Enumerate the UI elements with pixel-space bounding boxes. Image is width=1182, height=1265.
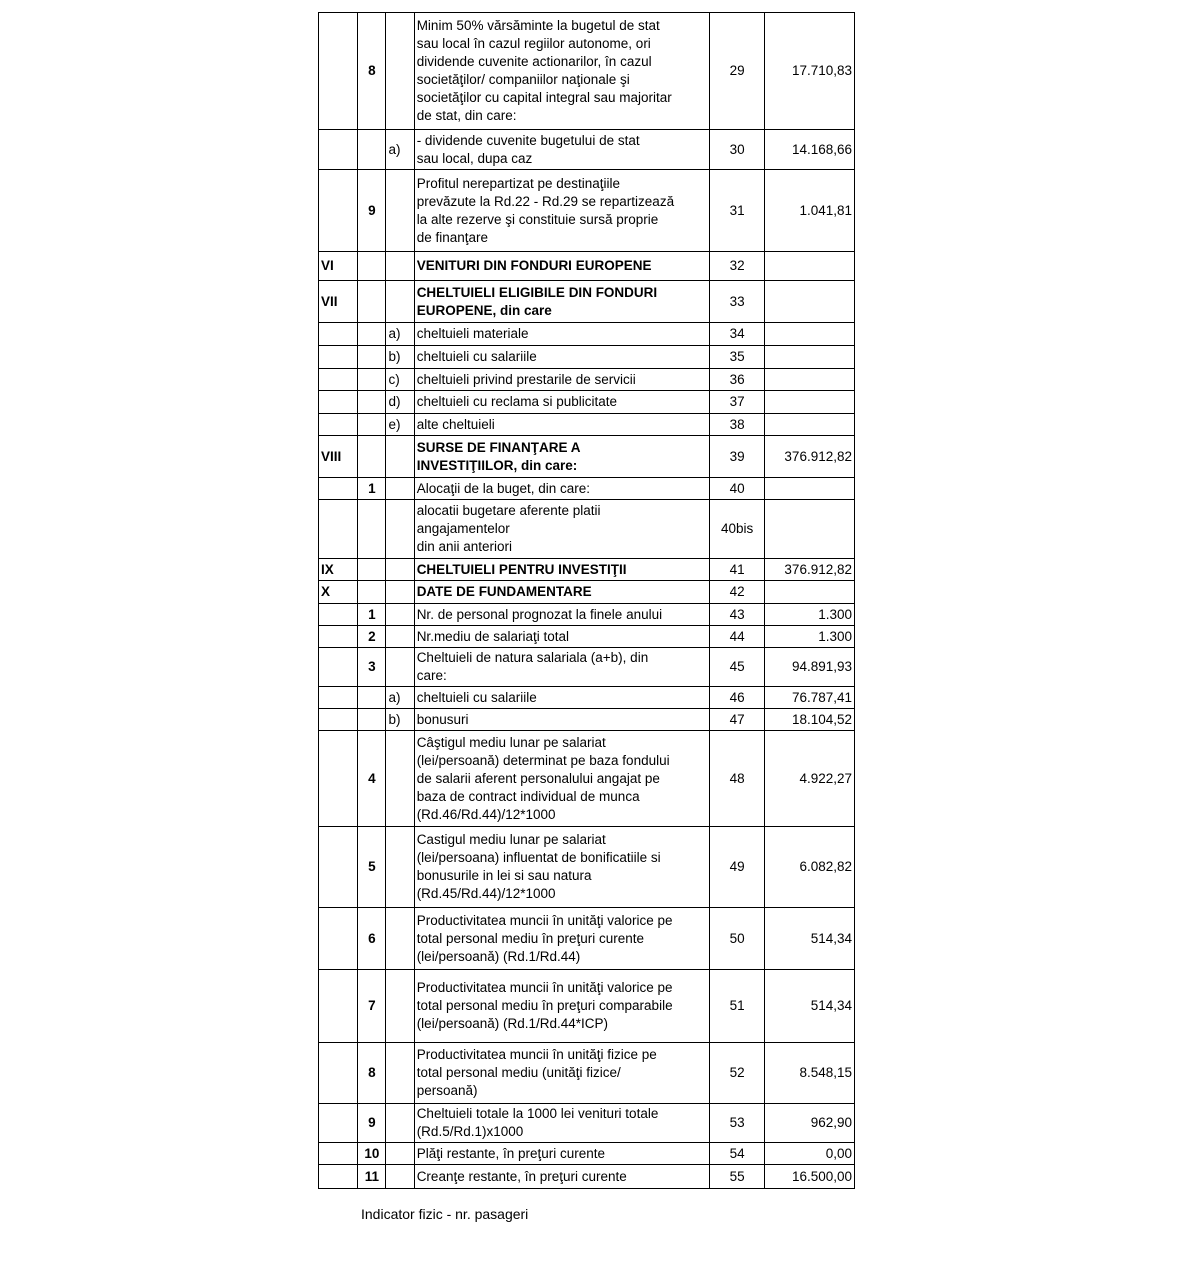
row-code: 43: [709, 604, 764, 626]
row-description: cheltuieli cu salariile: [414, 346, 709, 369]
row-code: 35: [709, 346, 764, 369]
row-code: 47: [709, 709, 764, 731]
row-value: [765, 252, 855, 281]
table-row: [319, 687, 855, 709]
table-row: [319, 478, 855, 500]
section-number: [319, 970, 358, 1043]
item-letter: b): [386, 346, 414, 369]
row-value: 376.912,82: [765, 559, 855, 581]
row-value: 76.787,41: [765, 687, 855, 709]
row-value: 14.168,66: [765, 130, 855, 170]
row-value: [765, 478, 855, 500]
row-code: 38: [709, 414, 764, 436]
item-number: [358, 709, 386, 731]
table-row: [319, 827, 855, 908]
row-description: - dividende cuvenite bugetului de stat sau local, dupa caz: [414, 130, 709, 170]
row-value: [765, 323, 855, 346]
table-row: [319, 648, 855, 687]
row-description: Alocaţii de la buget, din care:: [414, 478, 709, 500]
item-letter: a): [386, 130, 414, 170]
row-value: 0,00: [765, 1143, 855, 1165]
row-description: Castigul mediu lunar pe salariat (lei/persoana) influentat de bonificatiile si bonusurile in lei si sau natura (Rd.45/Rd.44)/12*1000: [414, 827, 709, 908]
row-description: bonusuri: [414, 709, 709, 731]
section-number: [319, 648, 358, 687]
table-row: [319, 436, 855, 478]
item-letter: [386, 281, 414, 323]
item-number: [358, 281, 386, 323]
table-row: [319, 1043, 855, 1104]
item-number: [358, 346, 386, 369]
row-code: 40: [709, 478, 764, 500]
row-value: [765, 414, 855, 436]
section-number: [319, 170, 358, 252]
row-description: Profitul nerepartizat pe destinaţiile prevăzute la Rd.22 - Rd.29 se repartizează la alte rezerve şi constituie sursă proprie de finanţare: [414, 170, 709, 252]
item-letter: [386, 1143, 414, 1165]
table-row: [319, 581, 855, 604]
row-code: 42: [709, 581, 764, 604]
row-code: 54: [709, 1143, 764, 1165]
item-number: [358, 500, 386, 559]
item-letter: [386, 478, 414, 500]
row-code: 37: [709, 391, 764, 414]
item-letter: [386, 13, 414, 130]
footer-note: Indicator fizic - nr. pasageri: [361, 1206, 529, 1222]
row-value: 6.082,82: [765, 827, 855, 908]
row-value: 18.104,52: [765, 709, 855, 731]
item-letter: a): [386, 687, 414, 709]
section-number: [319, 478, 358, 500]
item-number: [358, 581, 386, 604]
table-row: [319, 908, 855, 970]
row-value: 17.710,83: [765, 13, 855, 130]
table-row: [319, 391, 855, 414]
section-number: [319, 908, 358, 970]
row-description: DATE DE FUNDAMENTARE: [414, 581, 709, 604]
row-code: 46: [709, 687, 764, 709]
item-letter: e): [386, 414, 414, 436]
row-code: 45: [709, 648, 764, 687]
row-code: 41: [709, 559, 764, 581]
row-description: CHELTUIELI PENTRU INVESTIŢII: [414, 559, 709, 581]
row-value: 376.912,82: [765, 436, 855, 478]
row-value: 1.300: [765, 604, 855, 626]
item-number: 3: [358, 648, 386, 687]
item-letter: [386, 170, 414, 252]
indicators-table-body: [319, 13, 855, 1189]
row-code: 31: [709, 170, 764, 252]
item-number: 1: [358, 478, 386, 500]
item-number: [358, 323, 386, 346]
section-number: [319, 731, 358, 827]
row-value: [765, 281, 855, 323]
row-value: 962,90: [765, 1104, 855, 1143]
row-value: 4.922,27: [765, 731, 855, 827]
item-number: 7: [358, 970, 386, 1043]
item-letter: [386, 970, 414, 1043]
row-code: 52: [709, 1043, 764, 1104]
item-letter: [386, 626, 414, 648]
item-letter: [386, 500, 414, 559]
item-number: [358, 436, 386, 478]
item-number: [358, 687, 386, 709]
item-letter: [386, 581, 414, 604]
item-letter: [386, 827, 414, 908]
section-number: [319, 414, 358, 436]
row-code: 29: [709, 13, 764, 130]
indicators-table: [318, 12, 855, 1189]
item-number: 2: [358, 626, 386, 648]
table-row: [319, 369, 855, 391]
section-number: [319, 687, 358, 709]
item-number: 11: [358, 1165, 386, 1189]
item-number: 5: [358, 827, 386, 908]
table-row: [319, 709, 855, 731]
section-number: [319, 13, 358, 130]
row-description: Cheltuieli de natura salariala (a+b), din care:: [414, 648, 709, 687]
row-value: 1.300: [765, 626, 855, 648]
row-code: 50: [709, 908, 764, 970]
row-description: Nr. de personal prognozat la finele anului: [414, 604, 709, 626]
table-row: [319, 604, 855, 626]
section-number: [319, 369, 358, 391]
row-description: Creanţe restante, în preţuri curente: [414, 1165, 709, 1189]
row-description: Minim 50% vărsăminte la bugetul de stat sau local în cazul regiilor autonome, ori dividende cuvenite actionarilor, în cazul societăţilor/ companiilor naţionale şi societăţilor cu capital integral sau majoritar de stat, din care:: [414, 13, 709, 130]
item-letter: [386, 559, 414, 581]
item-letter: d): [386, 391, 414, 414]
item-number: 4: [358, 731, 386, 827]
section-number: [319, 827, 358, 908]
row-description: cheltuieli cu salariile: [414, 687, 709, 709]
item-letter: [386, 908, 414, 970]
section-number: [319, 709, 358, 731]
item-number: 9: [358, 1104, 386, 1143]
item-letter: [386, 1165, 414, 1189]
row-value: 514,34: [765, 970, 855, 1043]
section-number: [319, 391, 358, 414]
row-code: 53: [709, 1104, 764, 1143]
item-letter: a): [386, 323, 414, 346]
section-number: VIII: [319, 436, 358, 478]
item-number: 9: [358, 170, 386, 252]
row-description: cheltuieli materiale: [414, 323, 709, 346]
section-number: [319, 626, 358, 648]
row-description: Productivitatea muncii în unităţi valorice pe total personal mediu în preţuri curente (lei/persoană) (Rd.1/Rd.44): [414, 908, 709, 970]
row-description: Nr.mediu de salariaţi total: [414, 626, 709, 648]
row-code: 48: [709, 731, 764, 827]
table-row: [319, 130, 855, 170]
section-number: [319, 130, 358, 170]
row-value: [765, 581, 855, 604]
row-description: Câştigul mediu lunar pe salariat (lei/persoană) determinat pe baza fondului de salarii aferent personalului angajat pe baza de contract individual de munca (Rd.46/Rd.44)/12*1000: [414, 731, 709, 827]
row-description: cheltuieli privind prestarile de servicii: [414, 369, 709, 391]
row-value: 1.041,81: [765, 170, 855, 252]
row-code: 33: [709, 281, 764, 323]
row-description: CHELTUIELI ELIGIBILE DIN FONDURI EUROPENE, din care: [414, 281, 709, 323]
table-row: [319, 731, 855, 827]
section-number: [319, 323, 358, 346]
section-number: X: [319, 581, 358, 604]
table-row: [319, 626, 855, 648]
table-row: [319, 970, 855, 1043]
row-value: 16.500,00: [765, 1165, 855, 1189]
table-row: [319, 414, 855, 436]
row-description: alte cheltuieli: [414, 414, 709, 436]
row-code: 32: [709, 252, 764, 281]
section-number: [319, 1104, 358, 1143]
item-number: [358, 130, 386, 170]
row-value: [765, 391, 855, 414]
table-row: [319, 170, 855, 252]
row-description: Productivitatea muncii în unităţi valorice pe total personal mediu în preţuri comparabile (lei/persoană) (Rd.1/Rd.44*ICP): [414, 970, 709, 1043]
table-row: [319, 252, 855, 281]
section-number: [319, 346, 358, 369]
item-letter: [386, 731, 414, 827]
table-row: [319, 323, 855, 346]
item-letter: [386, 436, 414, 478]
row-description: Productivitatea muncii în unităţi fizice pe total personal mediu (unităţi fizice/ persoană): [414, 1043, 709, 1104]
item-number: 8: [358, 13, 386, 130]
item-letter: [386, 252, 414, 281]
row-code: 34: [709, 323, 764, 346]
item-letter: [386, 1104, 414, 1143]
row-value: 94.891,93: [765, 648, 855, 687]
table-row: [319, 1165, 855, 1189]
item-letter: b): [386, 709, 414, 731]
section-number: VI: [319, 252, 358, 281]
table-row: [319, 13, 855, 130]
item-number: [358, 414, 386, 436]
section-number: [319, 1165, 358, 1189]
section-number: [319, 604, 358, 626]
row-code: 49: [709, 827, 764, 908]
table-row: [319, 559, 855, 581]
table-row: [319, 1143, 855, 1165]
row-description: cheltuieli cu reclama si publicitate: [414, 391, 709, 414]
row-code: 55: [709, 1165, 764, 1189]
section-number: [319, 500, 358, 559]
row-value: 8.548,15: [765, 1043, 855, 1104]
row-value: [765, 346, 855, 369]
item-letter: [386, 1043, 414, 1104]
item-number: [358, 252, 386, 281]
item-letter: [386, 604, 414, 626]
row-code: 40bis: [709, 500, 764, 559]
row-code: 39: [709, 436, 764, 478]
section-number: [319, 1043, 358, 1104]
row-description: Plăţi restante, în preţuri curente: [414, 1143, 709, 1165]
item-number: [358, 369, 386, 391]
table-row: [319, 500, 855, 559]
section-number: [319, 1143, 358, 1165]
item-number: 8: [358, 1043, 386, 1104]
row-description: SURSE DE FINANŢARE A INVESTIŢIILOR, din care:: [414, 436, 709, 478]
row-code: 36: [709, 369, 764, 391]
row-description: alocatii bugetare aferente platii angajamentelor din anii anteriori: [414, 500, 709, 559]
row-code: 44: [709, 626, 764, 648]
item-letter: [386, 648, 414, 687]
item-number: 10: [358, 1143, 386, 1165]
table-row: [319, 346, 855, 369]
row-description: Cheltuieli totale la 1000 lei venituri totale (Rd.5/Rd.1)x1000: [414, 1104, 709, 1143]
table-row: [319, 281, 855, 323]
section-number: IX: [319, 559, 358, 581]
row-value: [765, 369, 855, 391]
item-letter: c): [386, 369, 414, 391]
item-number: 6: [358, 908, 386, 970]
item-number: 1: [358, 604, 386, 626]
row-code: 30: [709, 130, 764, 170]
row-description: VENITURI DIN FONDURI EUROPENE: [414, 252, 709, 281]
item-number: [358, 391, 386, 414]
section-number: VII: [319, 281, 358, 323]
table-row: [319, 1104, 855, 1143]
row-code: 51: [709, 970, 764, 1043]
row-value: [765, 500, 855, 559]
row-value: 514,34: [765, 908, 855, 970]
item-number: [358, 559, 386, 581]
